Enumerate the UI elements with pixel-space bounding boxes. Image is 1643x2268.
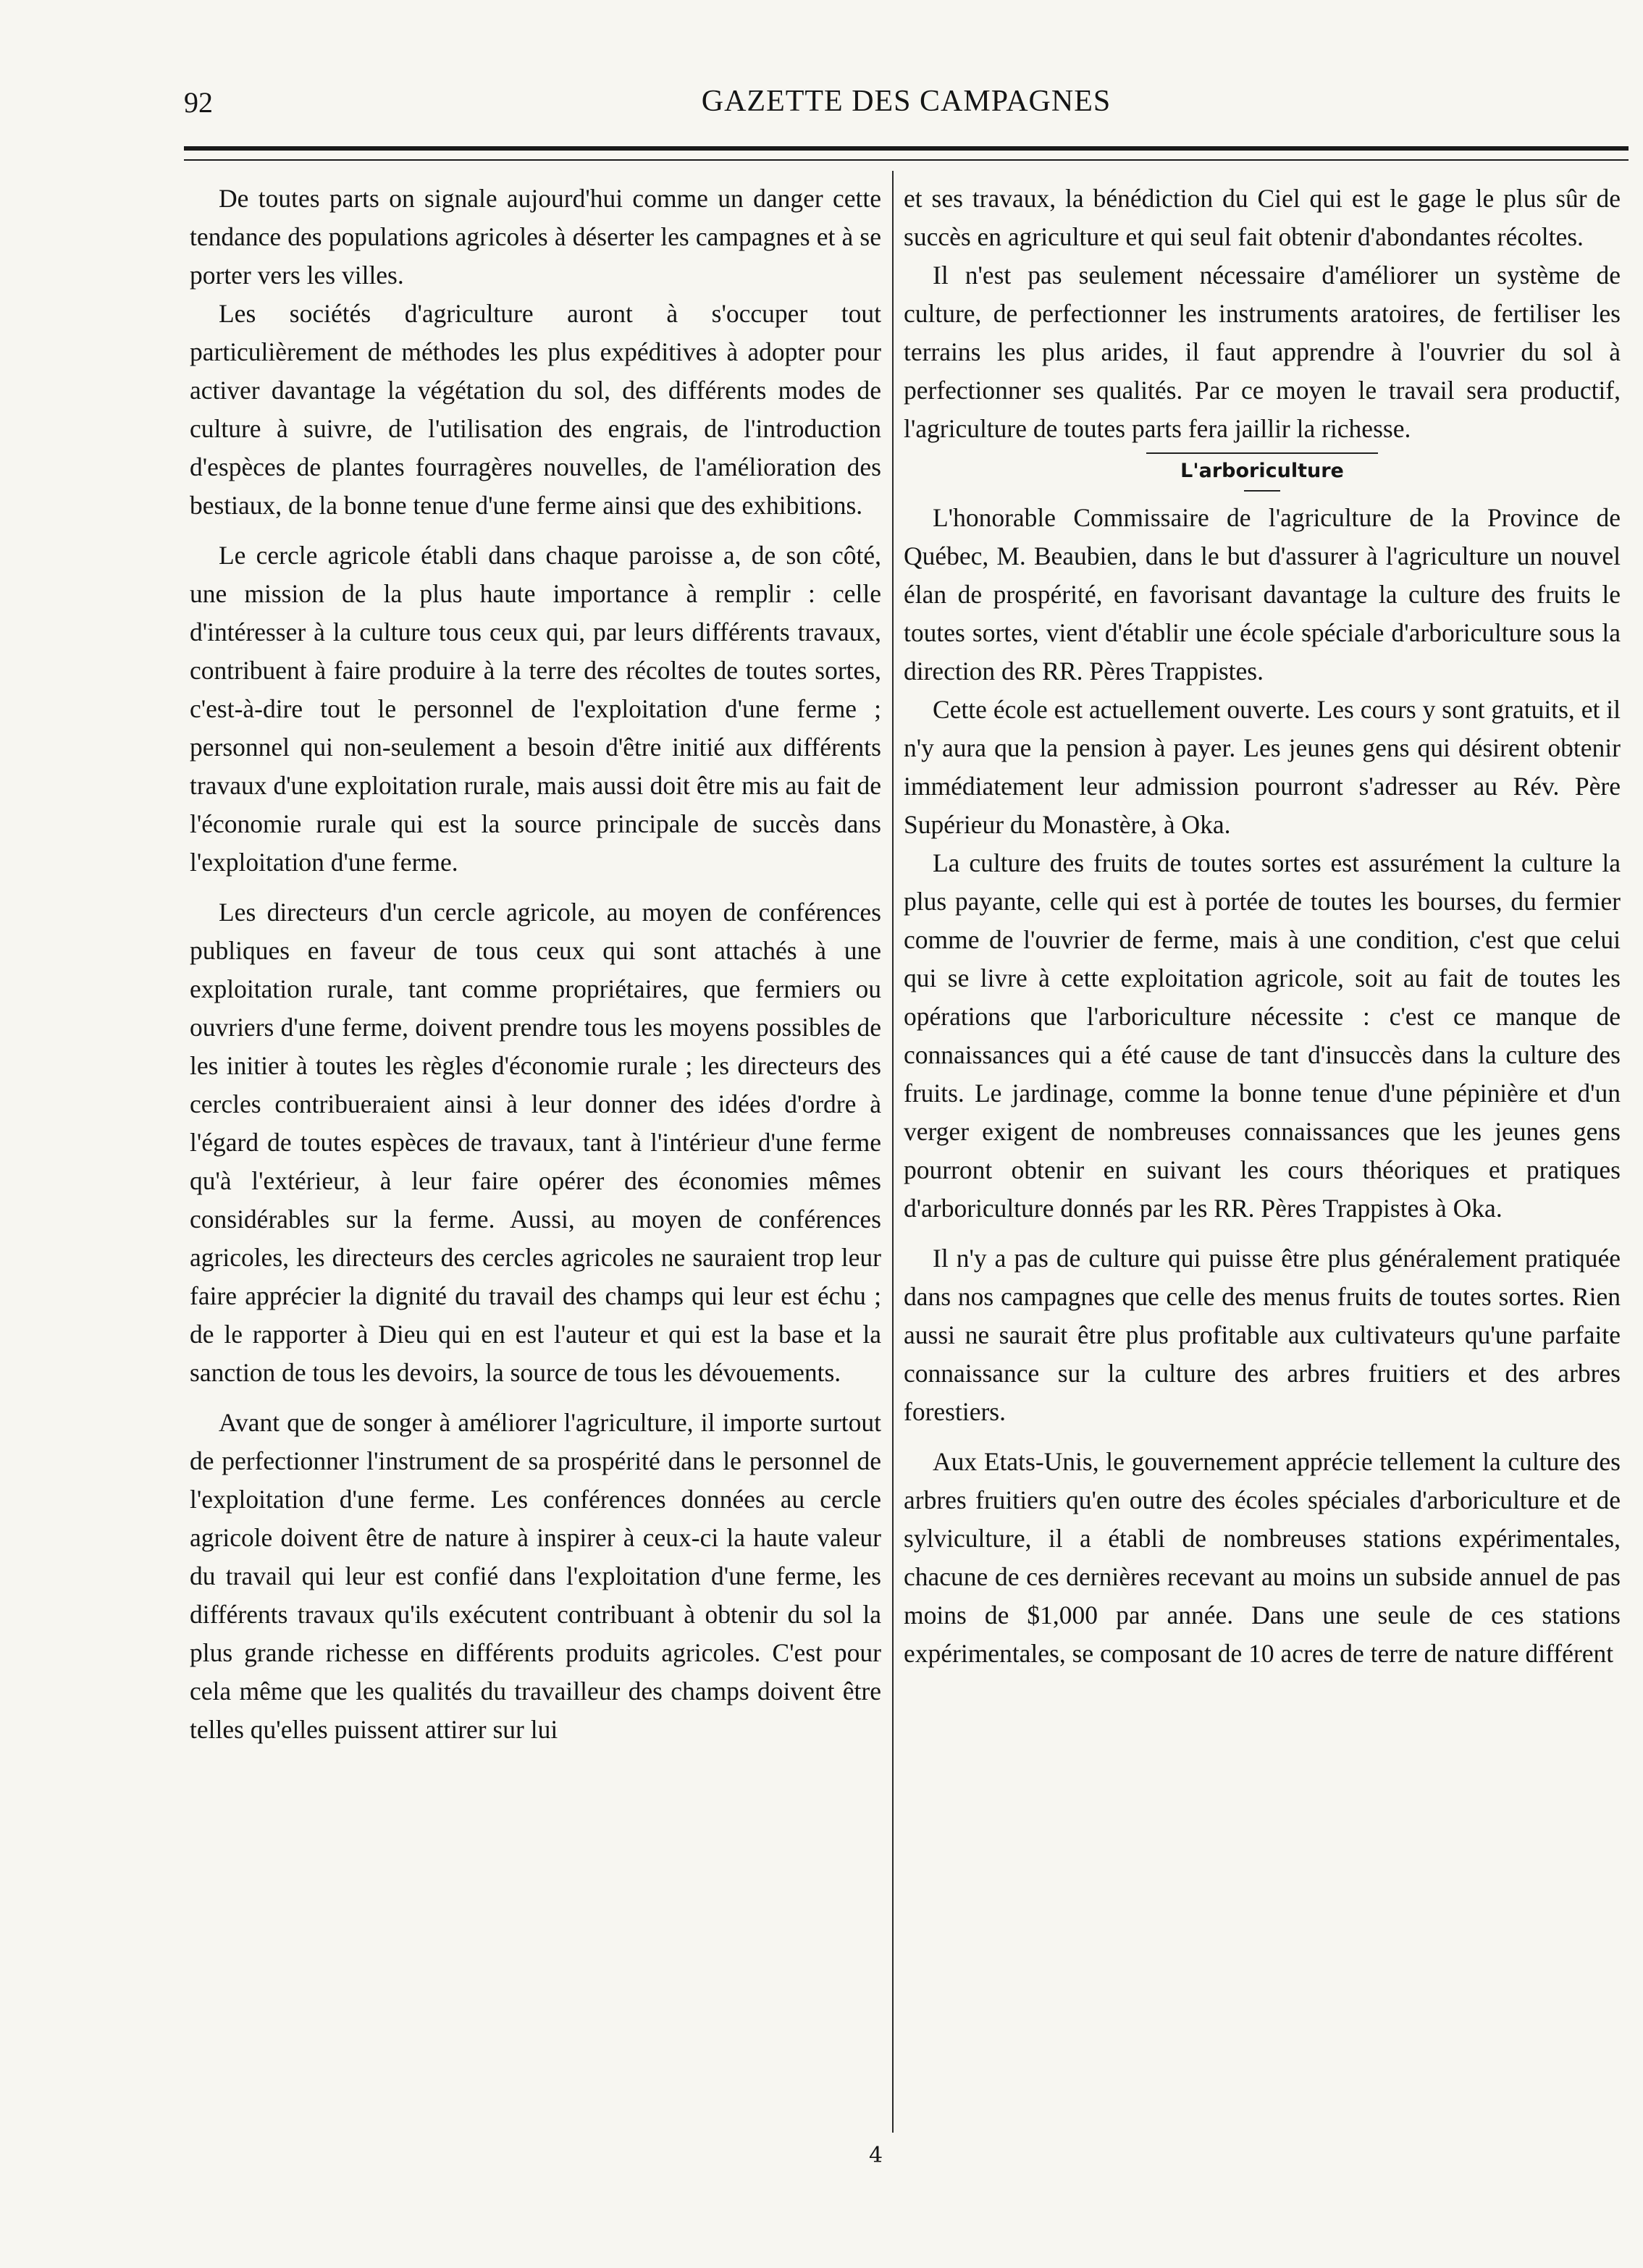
heading-rule-bottom xyxy=(1244,490,1280,492)
running-title: GAZETTE DES CAMPAGNES xyxy=(701,85,1112,118)
page-header xyxy=(184,78,1629,129)
section-heading-text: L'arboriculture xyxy=(1180,460,1344,482)
right-column xyxy=(904,180,1621,2127)
heading-rule-top xyxy=(1146,452,1378,454)
section-paragraph-5: Aux Etats-Unis, le gouvernement apprécie tellement la culture des arbres fruitiers qu'en outre des écoles spéciales d'arboriculture et de sylviculture, il a établi de nombreuses stations expérimentales, chacune de ces dernières recevant au moins un subside annuel de pas moins de $1,000 par année. Dans une seule de ces stations expérimentales, se composant de 10 acres de terre de nature différent xyxy=(904,1447,1621,1668)
left-paragraph-5: Avant que de songer à améliorer l'agriculture, il importe surtout de perfectionner l'instrument de sa prospérité dans le personnel de l'exploitation d'une ferme. Les conférences données au cercle agricole doivent être de nature à inspirer à ceux-ci la haute valeur du travail qui leur est confié dans l'exploitation d'une ferme, les différents travaux qu'ils exécutent contribuant à obtenir du sol la plus grande richesse en différents produits agricoles. C'est pour cela même que les qualités du travailleur des champs doivent être telles qu'elles puissent attirer sur lui xyxy=(190,1408,881,1744)
section-paragraph-1: L'honorable Commissaire de l'agriculture de la Province de Québec, M. Beaubien, dans le but d'assurer à l'agriculture un nouvel élan de prospérité, en favorisant davantage la culture des fruits le toutes sortes, vient d'établir une école spéciale d'arboriculture sous la direction des RR. Pères Trappistes. xyxy=(904,503,1621,686)
right-continuation: et ses travaux, la bénédiction du Ciel qui est le gage le plus sûr de succès en agriculture et qui seul fait obtenir d'abondantes récoltes. xyxy=(904,184,1621,251)
left-paragraph-2: Les sociétés d'agriculture auront à s'occuper tout particulièrement de méthodes les plus expéditives à adopter pour activer davantage la végétation du sol, des différents modes de culture à suivre, de l'utilisation des engrais, de l'introduction d'espèces de plantes fourragères nouvelles, de l'amélioration des bestiaux, de la bonne tenue d'une ferme ainsi que des exhibitions. xyxy=(190,299,881,520)
footer-mark: 4 xyxy=(869,2143,883,2168)
section-paragraph-4: Il n'y a pas de culture qui puisse être plus généralement pratiquée dans nos campagnes que celle des menus fruits de toutes sortes. Rien aussi ne saurait être plus profitable aux cultivateurs qu'une parfaite connaissance sur la culture des arbres fruitiers et des arbres forestiers. xyxy=(904,1244,1621,1426)
right-paragraph-2: Il n'est pas seulement nécessaire d'améliorer un système de culture, de perfectionner les instruments aratoires, de fertiliser les terrains les plus arides, il faut apprendre à l'ouvrier du sol à perfectionner ses qualités. Par ce moyen le travail sera productif, l'agriculture de toutes parts fera jaillir la richesse. xyxy=(904,261,1621,443)
column-divider xyxy=(892,171,894,2133)
header-rule-thin xyxy=(184,159,1629,161)
section-heading xyxy=(904,452,1621,492)
left-paragraph-1: De toutes parts on signale aujourd'hui comme un danger cette tendance des populations agricoles à déserter les campagnes et à se porter vers les villes. xyxy=(190,184,881,290)
section-paragraph-2: Cette école est actuellement ouverte. Les cours y sont gratuits, et il n'y aura que la pension à payer. Les jeunes gens qui désirent obtenir immédiatement leur admission pourront s'adresser au Rév. Père Supérieur du Monastère, à Oka. xyxy=(904,695,1621,839)
left-paragraph-3: Le cercle agricole établi dans chaque paroisse a, de son côté, une mission de la plus haute importance à remplir : celle d'intéresser à la culture tous ceux qui, par leurs différents travaux, contribuent à faire produire à la terre des récoltes de toutes sortes, c'est-à-dire tout le personnel de l'exploitation d'une ferme ; personnel qui non-seulement a besoin d'être initié aux différents travaux d'une exploitation rurale, mais aussi doit être mis au fait de l'économie rurale qui est la source principale de succès dans l'exploitation d'une ferme. xyxy=(190,541,881,877)
left-column xyxy=(190,180,881,2127)
section-paragraph-3: La culture des fruits de toutes sortes est assurément la culture la plus payante, celle qui est à portée de toutes les bourses, du fermier comme de l'ouvrier de ferme, mais à une condition, c'est que celui qui se livre à cette exploitation agricole, soit au fait de toutes les opérations que l'arboriculture nécessite : c'est ce manque de connaissances qui a été cause de tant d'insuccès dans la culture des fruits. Le jardinage, comme la bonne tenue d'une pépinière et d'un verger exigent de nombreuses connaissances que les jeunes gens pourront obtenir en suivant les cours théoriques et pratiques d'arboriculture donnés par les RR. Pères Trappistes à Oka. xyxy=(904,848,1621,1223)
header-rule-thick xyxy=(184,146,1629,151)
left-paragraph-4: Les directeurs d'un cercle agricole, au moyen de conférences publiques en faveur de tous ceux qui sont attachés à une exploitation rurale, tant comme propriétaires, que fermiers ou ouvriers d'une ferme, doivent prendre tous les moyens possibles de les initier à toutes les règles d'économie rurale ; les directeurs des cercles contribueraient ainsi à leur donner des idées d'ordre à l'égard de toutes espèces de travaux, tant à l'intérieur d'une ferme qu'à l'extérieur, à leur faire opérer des économies mêmes considérables sur la ferme. Aussi, au moyen de conférences agricoles, les directeurs des cercles agricoles ne sauraient trop leur faire apprécier la dignité du travail des champs qui leur est échu ; de le rapporter à Dieu qui en est l'auteur et qui est la base et la sanction de tous les devoirs, la source de tous les dévouements. xyxy=(190,898,881,1387)
page-number: 92 xyxy=(184,86,213,119)
